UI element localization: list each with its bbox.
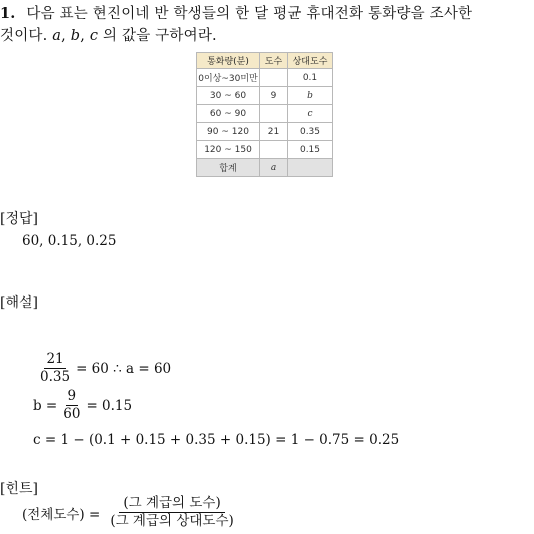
total-freq: a <box>260 159 288 177</box>
denominator: 0.35 <box>40 369 71 385</box>
header-relative-frequency: 상대도수 <box>288 53 333 69</box>
total-rel <box>288 159 333 177</box>
table-row <box>197 87 333 105</box>
range-cell: 120 ~ 150 <box>197 141 260 159</box>
table-header-row <box>197 53 333 69</box>
table-row <box>197 69 333 87</box>
header-call-time: 통화량(분) <box>197 53 260 69</box>
freq-cell: 21 <box>260 123 288 141</box>
separator: , <box>61 28 71 44</box>
equation-rest: = 60 ∴ a = 60 <box>76 360 172 377</box>
hint-formula <box>22 496 238 529</box>
equation-2 <box>33 389 132 422</box>
hint-heading: [힌트] <box>0 481 38 497</box>
table-row <box>197 141 333 159</box>
numerator: 21 <box>46 351 64 367</box>
equation-1 <box>38 352 171 385</box>
var-c: c <box>89 28 99 44</box>
freq-cell <box>260 69 288 87</box>
total-label: 합계 <box>197 159 260 177</box>
question-text-1: 다음 표는 현진이네 반 학생들의 한 달 평균 휴대전화 통화량을 조사한 <box>26 6 473 22</box>
answer-heading: [정답] <box>0 211 38 227</box>
hint-lhs: (전체도수) = <box>22 506 101 523</box>
question-line-2 <box>0 24 217 45</box>
freq-cell <box>260 141 288 159</box>
explanation-heading: [해설] <box>0 295 38 311</box>
range-cell: 90 ~ 120 <box>197 123 260 141</box>
fraction <box>106 496 237 529</box>
range-cell: 30 ~ 60 <box>197 87 260 105</box>
table-row <box>197 105 333 123</box>
separator: , <box>80 28 90 44</box>
var-b: b <box>70 28 81 44</box>
rel-cell: 0.15 <box>288 141 333 159</box>
rel-cell: 0.35 <box>288 123 333 141</box>
rel-cell: 0.1 <box>288 69 333 87</box>
range-cell: 60 ~ 90 <box>197 105 260 123</box>
question-number: 1. <box>0 5 16 22</box>
equation-3: c = 1 − (0.1 + 0.15 + 0.35 + 0.15) = 1 − 0.75 = 0.25 <box>33 432 400 448</box>
question-text-2-suffix: 의 값을 구하여라. <box>98 28 217 44</box>
equation-lhs: b = <box>33 397 58 414</box>
numerator: (그 계급의 도수) <box>119 496 224 513</box>
fraction <box>38 352 72 385</box>
table-row <box>197 123 333 141</box>
denominator: (그 계급의 상대도수) <box>110 513 234 529</box>
equation-rest: = 0.15 <box>86 397 133 414</box>
frequency-table <box>196 52 333 177</box>
table-total-row <box>197 159 333 177</box>
var-a: a <box>52 28 62 44</box>
answer-text: 60, 0.15, 0.25 <box>22 233 117 249</box>
fraction <box>61 389 82 422</box>
rel-cell: b <box>288 87 333 105</box>
rel-cell: c <box>288 105 333 123</box>
denominator: 60 <box>63 406 81 422</box>
question-text-2-prefix: 것이다. <box>0 28 53 44</box>
header-frequency: 도수 <box>260 53 288 69</box>
range-cell: 0이상~30미만 <box>197 69 260 87</box>
freq-cell <box>260 105 288 123</box>
question-line-1 <box>0 2 472 23</box>
numerator: 9 <box>67 388 77 404</box>
freq-cell: 9 <box>260 87 288 105</box>
